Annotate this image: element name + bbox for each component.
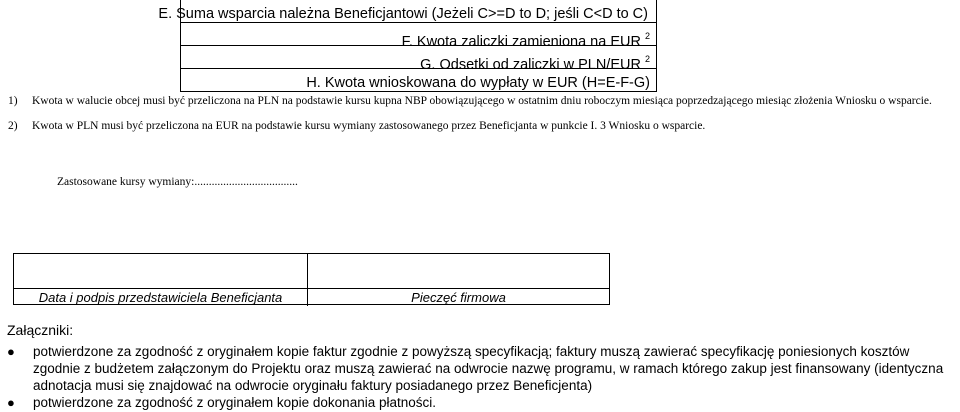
row-g-label: G. Odsetki od zaliczki w PLN/EUR xyxy=(420,56,641,73)
footnote-1-text: Kwota w walucie obcej musi być przeliczona na PLN na podstawie kursu kupna NBP obowiązującego w ostatnim dniu roboczym miesiąca poprzedzającego miesiąc złożenia Wniosku o wsparcie. xyxy=(32,95,932,107)
row-e-label: E. Suma wsparcia należna Beneficjantowi (Jeżeli C>=D to D; jeśli C<D to C) xyxy=(158,6,648,22)
attachment-item xyxy=(6,343,956,394)
row-g-footnote-ref: 2 xyxy=(644,54,650,64)
footnote-2 xyxy=(8,119,958,134)
footnote-2-number: 2) xyxy=(8,120,18,132)
calculation-table xyxy=(158,0,657,92)
row-f-advance-eur xyxy=(181,23,656,50)
attachments-list xyxy=(6,343,956,411)
signature-baseline xyxy=(14,288,609,289)
bullet-icon: ● xyxy=(7,344,15,359)
footnote-2-text: Kwota w PLN musi być przeliczona na EUR na podstawie kursu wymiany zastosowanego przez Beneficjanta w punkcie I. 3 Wniosku o wsparcie. xyxy=(32,120,706,132)
footnote-1-number: 1) xyxy=(8,95,18,107)
row-f-label: F. Kwota zaliczki zamieniona na EUR xyxy=(401,33,641,50)
attachment-item xyxy=(6,394,956,411)
footnotes xyxy=(8,94,958,144)
company-stamp-label: Pieczęć firmowa xyxy=(411,290,506,305)
attachment-text: potwierdzone za zgodność z oryginałem kopie faktur zgodnie z powyższą specyfikacją; faktury muszą zawierać specyfikację poniesionych kosztów zgodnie z budżetem załączonym do Projektu oraz muszą zawierać na odwrocie nazwę programu, w ramach którego zakup jest finansowany (identyczna adnotacja musi się znajdować na odwrocie oryginału faktury posiadanego przez Beneficjenta) xyxy=(33,344,944,393)
bullet-icon: ● xyxy=(7,395,15,410)
row-h-requested-amount xyxy=(181,69,656,92)
row-g-advance-interest xyxy=(181,46,656,73)
attachments-title: Załączniki: xyxy=(7,322,74,338)
row-h-label: H. Kwota wnioskowana do wypłaty w EUR (H=E-F-G) xyxy=(306,75,650,91)
signature-label: Data i podpis przedstawiciela Beneficjanta xyxy=(38,290,283,305)
row-e-total-support xyxy=(158,0,656,23)
signature-table xyxy=(13,253,610,305)
exchange-rates-line: Zastosowane kursy wymiany:.................................... xyxy=(57,176,298,188)
attachment-text: potwierdzone za zgodność z oryginałem kopie dokonania płatności. xyxy=(33,395,436,410)
footnote-1 xyxy=(8,94,958,109)
row-f-footnote-ref: 2 xyxy=(644,31,650,41)
